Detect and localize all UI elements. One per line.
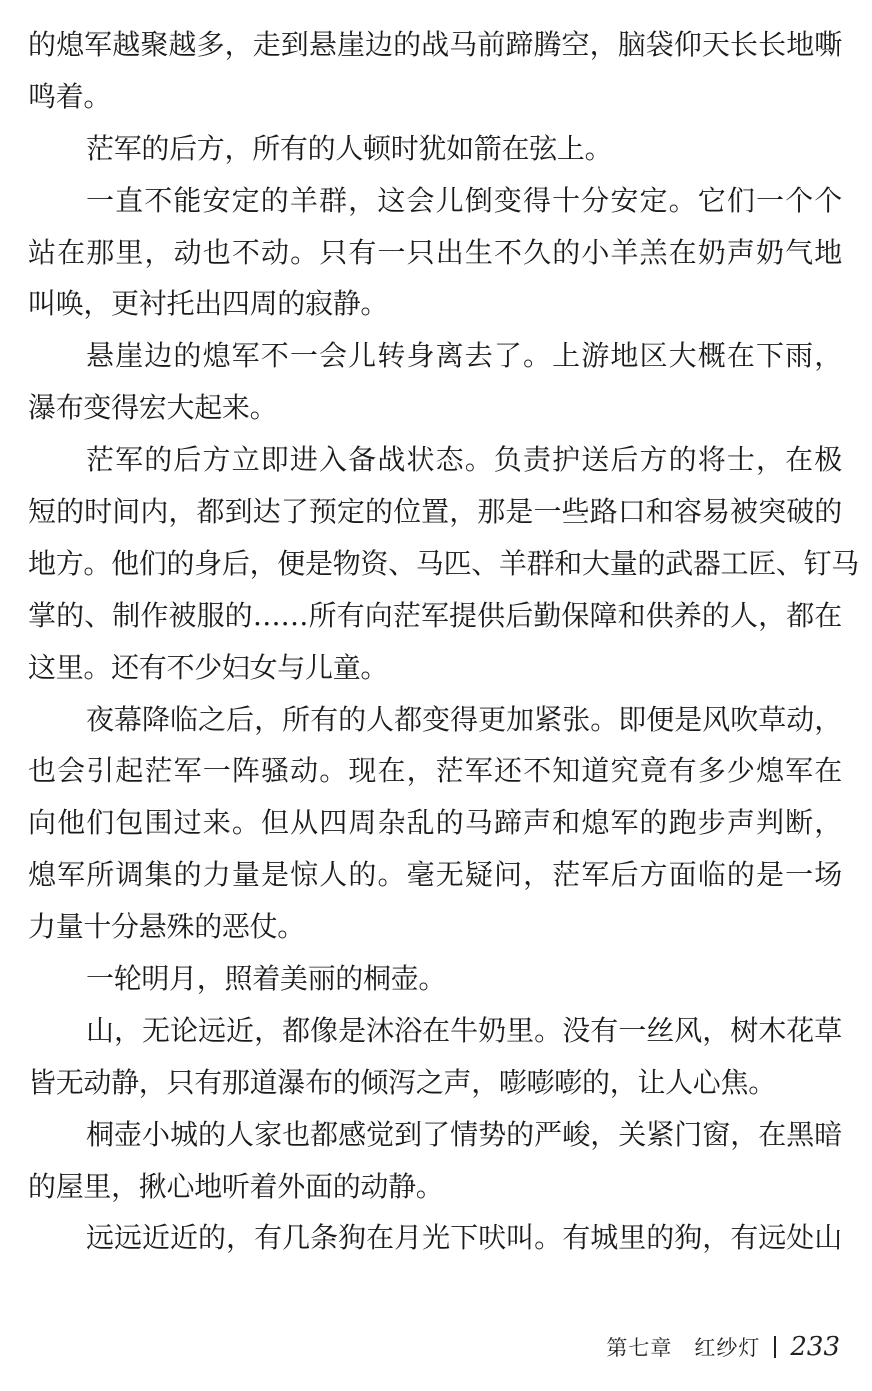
text-line: 也会引起茫军一阵骚动。现在，茫军还不知道究竟有多少熄军在 [28,754,842,788]
text-line: 山，无论远近，都像是沐浴在牛奶里。没有一丝风，树木花草 [86,1013,842,1047]
text-line: 的熄军越聚越多，走到悬崖边的战马前蹄腾空，脑袋仰天长长地嘶 [28,28,842,61]
text-line: 熄军所调集的力量是惊人的。毫无疑问，茫军后方面临的是一场 [28,858,842,892]
text-line: 地方。他们的身后，便是物资、马匹、羊群和大量的武器工匠、钉马 [28,546,860,580]
page-number: 233 [790,1332,840,1362]
text-line: 皆无动静，只有那道瀑布的倾泻之声，嘭嘭嘭的，让人心焦。 [28,1065,776,1099]
text-line: 夜幕降临之后，所有的人都变得更加紧张。即便是风吹草动， [86,702,842,736]
text-line: 向他们包围过来。但从四周杂乱的马蹄声和熄军的跑步声判断， [28,806,842,840]
footer-divider [774,1336,776,1358]
text-line: 的屋里，揪心地听着外面的动静。 [28,1169,444,1203]
text-line: 茫军的后方，所有的人顿时犹如箭在弦上。 [86,131,613,165]
text-line: 瀑布变得宏大起来。 [28,391,278,425]
text-line: 一直不能安定的羊群，这会儿倒变得十分安定。它们一个个 [86,183,842,217]
page-footer [606,1332,840,1362]
text-line: 叫唤，更衬托出四周的寂静。 [28,287,389,321]
text-line: 鸣着。 [28,79,112,113]
chapter-title: 第七章 红纱灯 [606,1336,761,1360]
page-body [28,19,860,1264]
text-line: 悬崖边的熄军不一会儿转身离去了。上游地区大概在下雨， [86,339,842,373]
text-line: 茫军的后方立即进入备战状态。负责护送后方的将士，在极 [86,443,842,477]
text-line: 站在那里，动也不动。只有一只出生不久的小羊羔在奶声奶气地 [28,235,842,269]
text-line: 短的时间内，都到达了预定的位置，那是一些路口和容易被突破的 [28,495,842,529]
text-line: 这里。还有不少妇女与儿童。 [28,650,389,684]
text-line: 掌的、制作被服的……所有向茫军提供后勤保障和供养的人，都在 [28,598,842,632]
text-line: 力量十分悬殊的恶仗。 [28,910,306,944]
text-line: 远远近近的，有几条狗在月光下吠叫。有城里的狗，有远处山 [86,1221,842,1255]
text-line: 一轮明月，照着美丽的桐壶。 [86,962,447,996]
text-line: 桐壶小城的人家也都感觉到了情势的严峻，关紧门窗，在黑暗 [86,1117,842,1151]
